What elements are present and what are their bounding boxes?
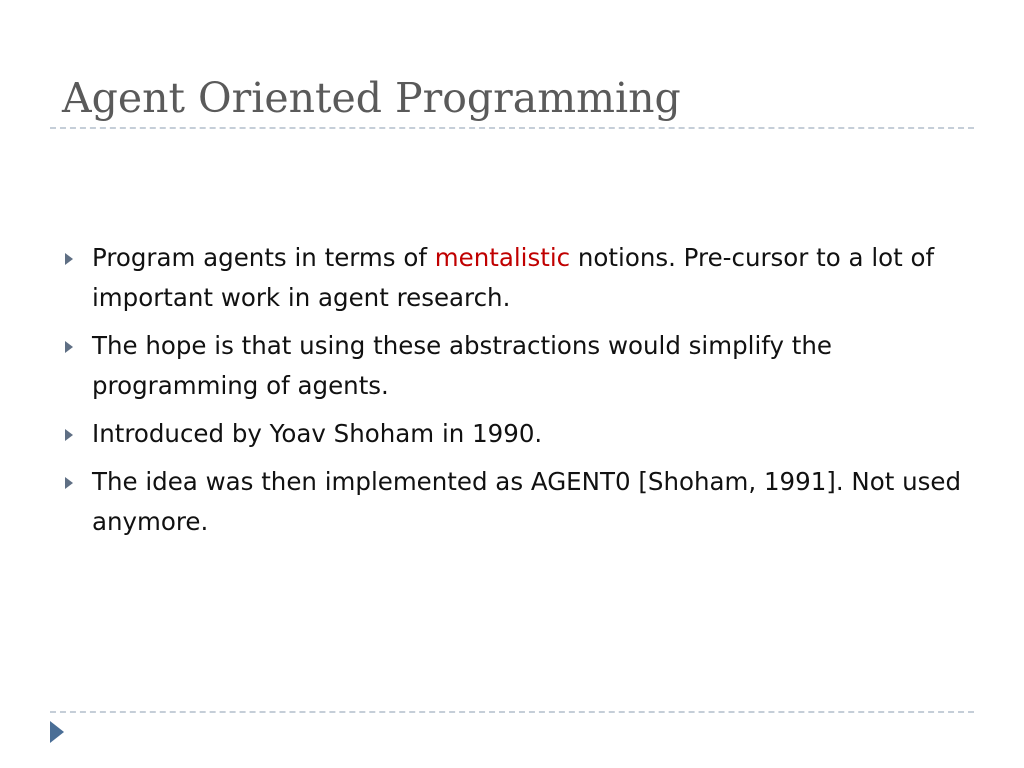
bullet-list bbox=[62, 238, 972, 550]
bullet-text-before: Program agents in terms of bbox=[92, 243, 435, 272]
bullet-item bbox=[62, 462, 972, 542]
bullet-text: The idea was then implemented as AGENT0 [Shoham, 1991]. Not used anymore. bbox=[92, 467, 962, 536]
bullet-text: The hope is that using these abstractions would simplify the programming of agents. bbox=[92, 331, 832, 400]
triangle-right-icon bbox=[65, 477, 73, 489]
bullet-item bbox=[62, 238, 972, 318]
footer-divider bbox=[50, 711, 974, 713]
triangle-right-icon bbox=[65, 429, 73, 441]
bullet-text-after: notions. Pre-cursor to a lot of important work in agent research. bbox=[92, 243, 935, 312]
bullet-text bbox=[92, 243, 934, 312]
next-slide-arrow-icon[interactable] bbox=[50, 721, 64, 743]
bullet-item bbox=[62, 326, 972, 406]
highlighted-term: mentalistic bbox=[434, 243, 571, 272]
title-divider bbox=[50, 127, 974, 129]
slide-title: Agent Oriented Programming bbox=[62, 74, 681, 122]
bullet-item bbox=[62, 414, 972, 454]
triangle-right-icon bbox=[65, 253, 73, 265]
bullet-text: Introduced by Yoav Shoham in 1990. bbox=[92, 419, 543, 448]
triangle-right-icon bbox=[65, 341, 73, 353]
